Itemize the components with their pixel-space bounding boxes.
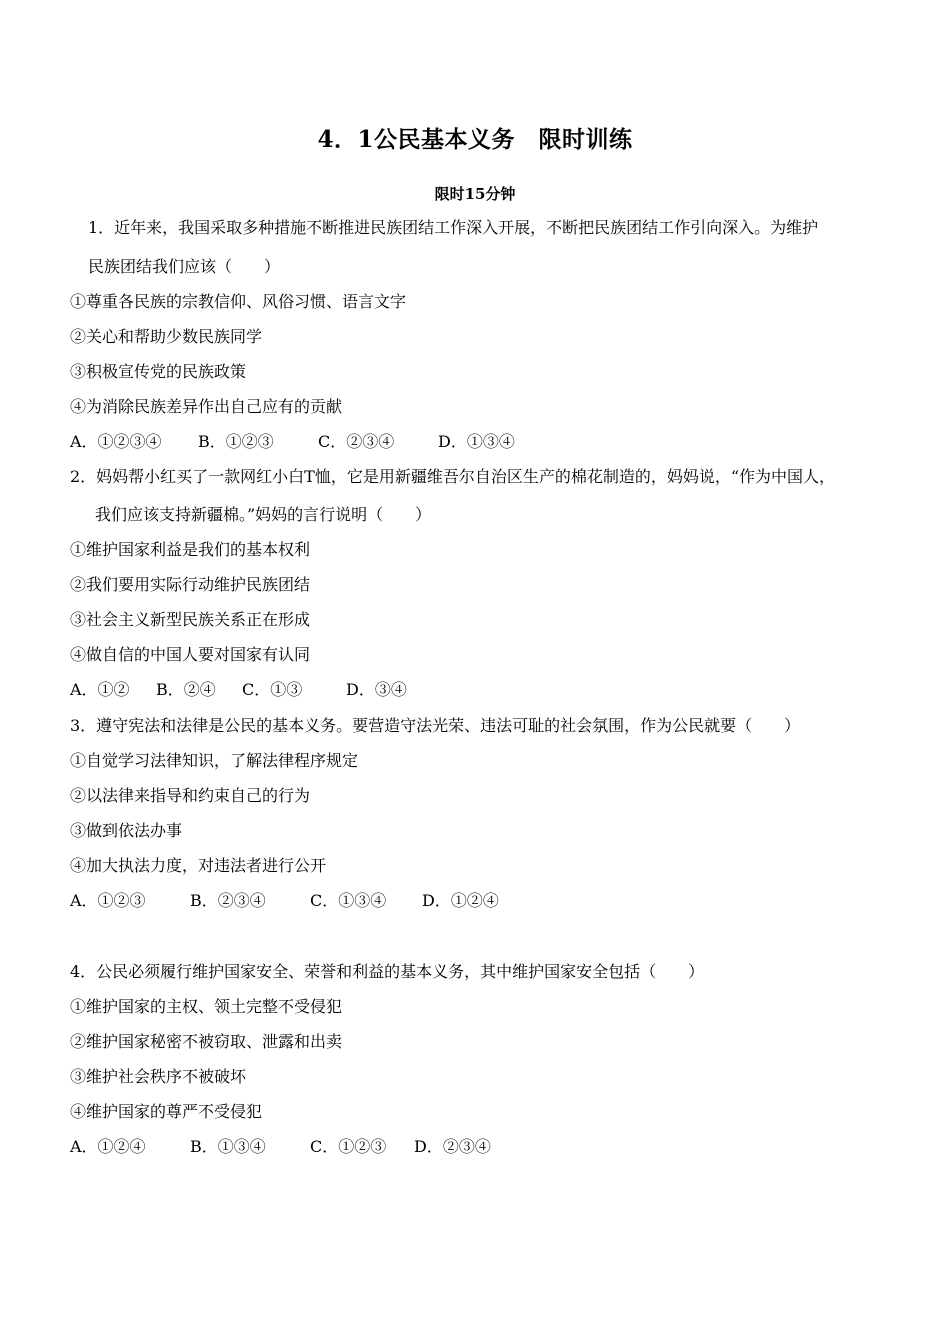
question-3-item-4: ④加大执法力度，对违法者进行公开 xyxy=(70,856,327,875)
question-4-item-1: ①维护国家的主权、领土完整不受侵犯 xyxy=(70,997,343,1016)
question-1-option-a[interactable]: A．①②③④ xyxy=(70,432,162,451)
question-2-option-c[interactable]: C．①③ xyxy=(242,680,303,699)
question-1-item-1: ①尊重各民族的宗教信仰、风俗习惯、语言文字 xyxy=(70,292,407,311)
question-4-option-b[interactable]: B．①③④ xyxy=(190,1137,266,1156)
question-2-option-b[interactable]: B．②④ xyxy=(156,680,216,699)
page-title: 4．1公民基本义务 限时训练 xyxy=(317,126,633,153)
question-2-option-a[interactable]: A．①② xyxy=(70,680,130,699)
question-2-item-4: ④做自信的中国人要对国家有认同 xyxy=(70,645,311,664)
question-4-item-3: ③维护社会秩序不被破坏 xyxy=(70,1067,247,1086)
question-1-item-3: ③积极宣传党的民族政策 xyxy=(70,362,247,381)
question-2-stem-line1: 2．妈妈帮小红买了一款网红小白T恤，它是用新疆维吾尔自治区生产的棉花制造的，妈妈说，“作为中国人， xyxy=(70,467,836,486)
question-1-option-d[interactable]: D．①③④ xyxy=(438,432,515,451)
question-4-option-a[interactable]: A．①②④ xyxy=(70,1137,146,1156)
question-3-option-b[interactable]: B．②③④ xyxy=(190,891,266,910)
question-3-option-a[interactable]: A．①②③ xyxy=(70,891,146,910)
question-2-item-3: ③社会主义新型民族关系正在形成 xyxy=(70,610,311,629)
question-4-item-2: ②维护国家秘密不被窃取、泄露和出卖 xyxy=(70,1032,343,1051)
question-4-option-c[interactable]: C．①②③ xyxy=(310,1137,387,1156)
question-2-options xyxy=(70,680,407,700)
question-1-item-4: ④为消除民族差异作出自己应有的贡献 xyxy=(70,397,343,416)
question-4-options xyxy=(70,1137,491,1157)
question-1-stem-line1: 1．近年来，我国采取多种措施不断推进民族团结工作深入开展，不断把民族团结工作引向深入。为维护 xyxy=(88,218,819,237)
question-4-item-4: ④维护国家的尊严不受侵犯 xyxy=(70,1102,263,1121)
question-1-options xyxy=(70,432,515,452)
question-1-option-c[interactable]: C．②③④ xyxy=(318,432,395,451)
question-1-stem-line2: 民族团结我们应该（ ） xyxy=(88,257,281,276)
question-1-item-2: ②关心和帮助少数民族同学 xyxy=(70,327,263,346)
question-2-option-d[interactable]: D．③④ xyxy=(346,680,407,699)
time-limit-subtitle: 限时15分钟 xyxy=(434,185,516,203)
question-3-options xyxy=(70,891,499,911)
question-3-option-d[interactable]: D．①②④ xyxy=(422,891,499,910)
question-2-stem-line2: 我们应该支持新疆棉。”妈妈的言行说明（ ） xyxy=(95,505,432,524)
question-4-option-d[interactable]: D．②③④ xyxy=(414,1137,491,1156)
question-1-option-b[interactable]: B．①②③ xyxy=(198,432,274,451)
question-3-stem-line1: 3．遵守宪法和法律是公民的基本义务。要营造守法光荣、违法可耻的社会氛围，作为公民就要（ ） xyxy=(70,716,801,735)
question-3-item-3: ③做到依法办事 xyxy=(70,821,183,840)
question-3-option-c[interactable]: C．①③④ xyxy=(310,891,387,910)
question-2-item-2: ②我们要用实际行动维护民族团结 xyxy=(70,575,311,594)
question-4-stem-line1: 4．公民必须履行维护国家安全、荣誉和利益的基本义务，其中维护国家安全包括（ ） xyxy=(70,962,705,981)
question-3-item-2: ②以法律来指导和约束自己的行为 xyxy=(70,786,311,805)
question-2-item-1: ①维护国家利益是我们的基本权利 xyxy=(70,540,311,559)
question-3-item-1: ①自觉学习法律知识，了解法律程序规定 xyxy=(70,751,359,770)
